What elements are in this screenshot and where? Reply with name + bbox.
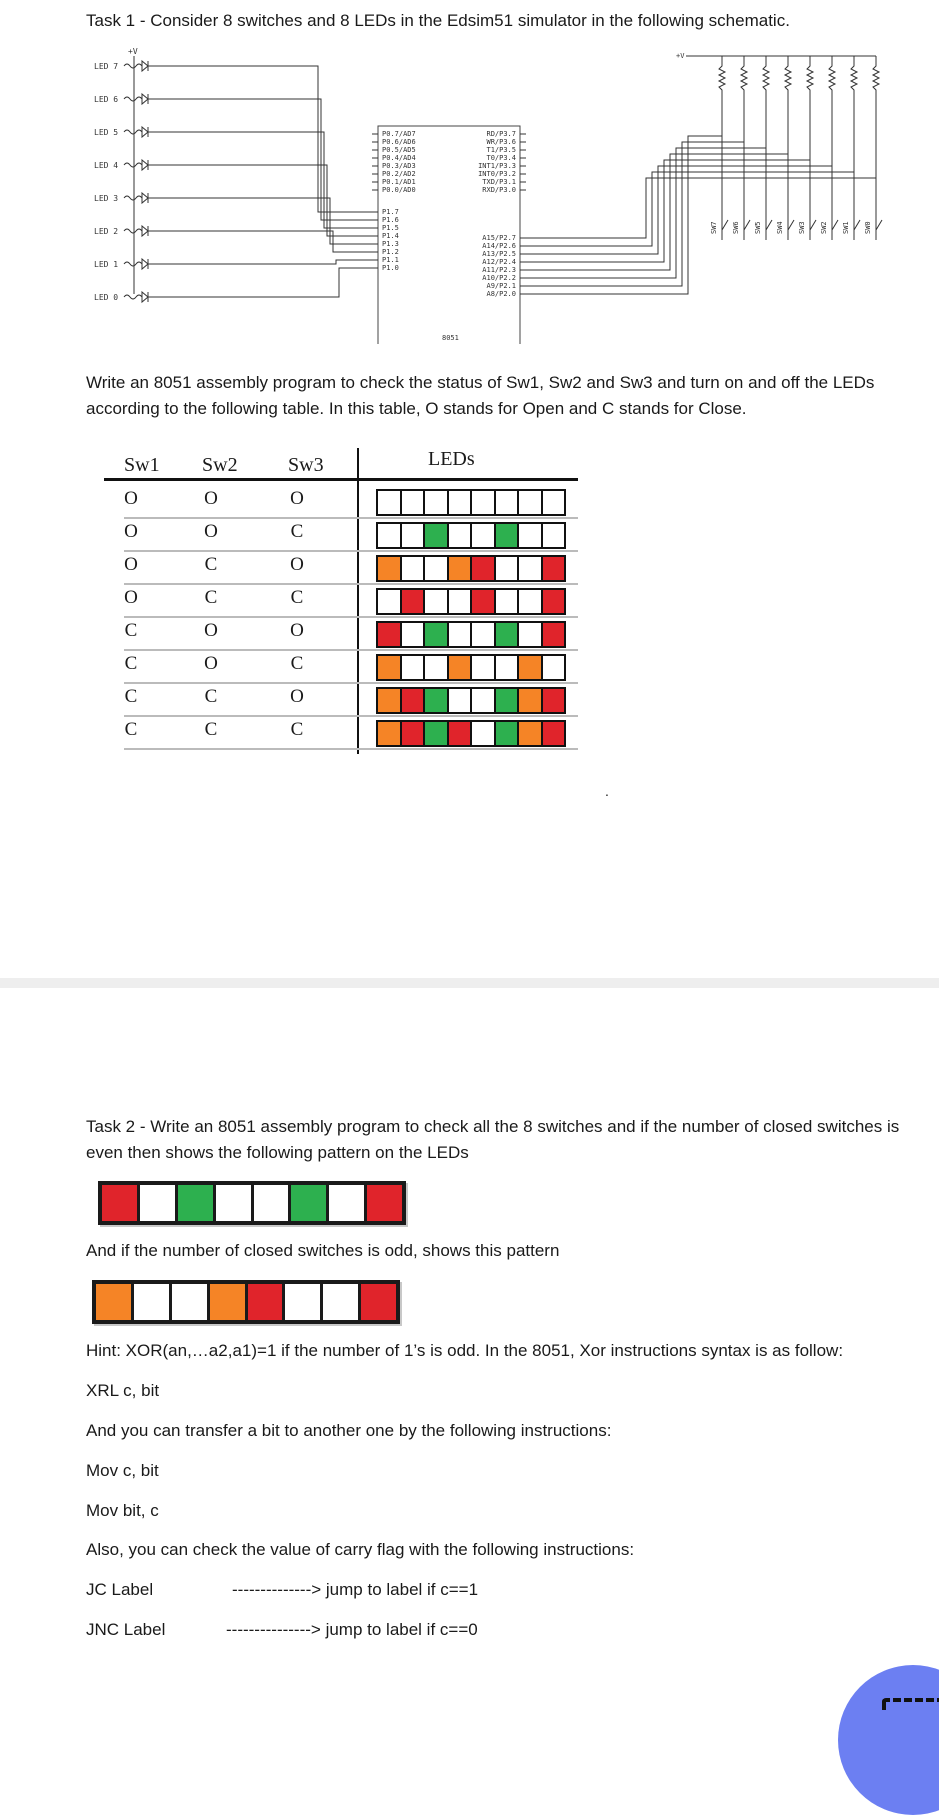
p3-pin-0: RD/P3.7 (486, 130, 516, 138)
led-cell (425, 524, 449, 547)
led-cell (402, 524, 426, 547)
led-cell (425, 590, 449, 613)
led-cell (378, 524, 402, 547)
table-cell: O (290, 554, 304, 575)
led-cell (425, 722, 449, 745)
led-label-2: LED 5 (94, 128, 119, 137)
vcc-label: +V (128, 47, 138, 56)
led-cell (496, 524, 520, 547)
table-cell: O (290, 488, 304, 509)
table-cell: C (204, 686, 218, 707)
led-cell (519, 656, 543, 679)
led-row (376, 654, 566, 681)
led-label-0: LED 7 (94, 62, 119, 71)
led-cell (449, 656, 473, 679)
led-cell (178, 1185, 216, 1221)
chip-label: 8051 (442, 334, 459, 342)
p0-pin-2: P0.5/AD5 (382, 146, 416, 154)
led-cell (449, 491, 473, 514)
carry-intro: Also, you can check the value of carry flag with the following instructions: (86, 1540, 635, 1559)
led-cell (329, 1185, 367, 1221)
switch-label-6: SW1 (842, 221, 850, 234)
led-cell (378, 722, 402, 745)
led-cell (248, 1284, 286, 1320)
p1-pin-6: P1.1 (382, 256, 399, 264)
switch-resistor-4 (807, 56, 813, 240)
led-diode-2 (142, 127, 148, 137)
led-cell (543, 557, 565, 580)
jnc-description: ---------------> jump to label if c==0 (226, 1620, 478, 1639)
led-label-4: LED 3 (94, 194, 119, 203)
led-cell (543, 590, 565, 613)
led-cell (134, 1284, 172, 1320)
switch-vcc-label: +V (676, 52, 685, 60)
p2-pin-3: A12/P2.4 (482, 258, 516, 266)
led-cell (425, 557, 449, 580)
table-cell: O (204, 620, 218, 641)
p0-pin-6: P0.1/AD1 (382, 178, 416, 186)
table-cell: O (204, 521, 218, 542)
switch-contact-2 (766, 220, 772, 230)
page-gap (0, 978, 939, 988)
table-cell: C (204, 587, 218, 608)
led-cell (543, 689, 565, 712)
switch-resistor-6 (851, 56, 857, 240)
table-cell: O (290, 686, 304, 707)
p2-pin-0: A15/P2.7 (482, 234, 516, 242)
mov-c-bit: Mov c, bit (86, 1461, 159, 1480)
led-cell (102, 1185, 140, 1221)
hint-text: Hint: XOR(an,…a2,a1)=1 if the number of 1’s is odd. In the 8051, Xor instructions syntax is as follow: (86, 1341, 844, 1360)
odd-led-pattern (92, 1280, 400, 1324)
table-cell: C (124, 653, 138, 674)
switch-resistor-7 (873, 56, 879, 240)
p2-wire-6 (520, 142, 744, 286)
led-cell (210, 1284, 248, 1320)
led-cell (402, 557, 426, 580)
table-cell: C (124, 686, 138, 707)
table-cell: O (124, 488, 138, 509)
led-cell (378, 557, 402, 580)
led-wire-7 (148, 268, 378, 297)
led-cell (96, 1284, 134, 1320)
led-diode-0 (142, 61, 148, 71)
table-cell: C (290, 653, 304, 674)
led-cell (496, 722, 520, 745)
code-icon (882, 1698, 939, 1710)
led-cell (378, 689, 402, 712)
switch-contact-7 (876, 220, 882, 230)
led-cell (254, 1185, 292, 1221)
led-cell (496, 689, 520, 712)
led-cell (472, 722, 496, 745)
switch-label-5: SW2 (820, 221, 828, 234)
p1-pin-1: P1.6 (382, 216, 399, 224)
row-rule (124, 517, 578, 519)
led-row (376, 522, 566, 549)
p0-pin-0: P0.7/AD7 (382, 130, 416, 138)
p2-pin-2: A13/P2.5 (482, 250, 516, 258)
led-cell (140, 1185, 178, 1221)
led-cell (378, 491, 402, 514)
led-cell (496, 656, 520, 679)
led-diode-7 (142, 292, 148, 302)
switch-resistor-5 (829, 56, 835, 240)
led-cell (291, 1185, 329, 1221)
task2-heading: Task 2 - Write an 8051 assembly program to check all the 8 switches and if the number of closed switches is even then shows the following pattern on the LEDs (86, 1117, 900, 1162)
led-cell (425, 491, 449, 514)
led-cell (323, 1284, 361, 1320)
led-cell (378, 623, 402, 646)
p2-pin-4: A11/P2.3 (482, 266, 516, 274)
switch-label-2: SW5 (754, 221, 762, 234)
led-diode-5 (142, 226, 148, 236)
led-diode-3 (142, 160, 148, 170)
row-rule (124, 583, 578, 585)
p3-pin-1: WR/P3.6 (486, 138, 516, 146)
switch-contact-3 (788, 220, 794, 230)
led-cell (519, 722, 543, 745)
p0-pin-3: P0.4/AD4 (382, 154, 416, 162)
led-cell (402, 491, 426, 514)
led-cell (472, 590, 496, 613)
header-rule (104, 478, 578, 481)
led-wire-5 (148, 231, 378, 252)
led-wire-2 (148, 132, 378, 228)
led-cell (496, 491, 520, 514)
led-row (376, 489, 566, 516)
led-row (376, 720, 566, 747)
led-label-3: LED 4 (94, 161, 119, 170)
led-cell (402, 689, 426, 712)
led-cell (425, 656, 449, 679)
led-cell (402, 722, 426, 745)
led-cell (519, 491, 543, 514)
led-row (376, 687, 566, 714)
switch-contact-5 (832, 220, 838, 230)
led-cell (449, 722, 473, 745)
led-cell (449, 557, 473, 580)
table-cell: C (124, 719, 138, 740)
p2-pin-1: A14/P2.6 (482, 242, 516, 250)
p1-pin-0: P1.7 (382, 208, 399, 216)
led-cell (378, 590, 402, 613)
led-cell (472, 524, 496, 547)
mov-bit-c: Mov bit, c (86, 1501, 159, 1520)
led-label-1: LED 6 (94, 95, 119, 104)
led-row (376, 621, 566, 648)
led-cell (519, 689, 543, 712)
switch-label-4: SW3 (798, 221, 806, 234)
p3-pin-2: T1/P3.5 (486, 146, 516, 154)
led-cell (449, 524, 473, 547)
table-cell: O (124, 587, 138, 608)
p0-pin-4: P0.3/AD3 (382, 162, 416, 170)
document-page-2 (0, 988, 939, 1724)
stray-mark: . (605, 783, 609, 799)
led-cell (519, 623, 543, 646)
led-cell (519, 590, 543, 613)
p1-pin-3: P1.4 (382, 232, 399, 240)
led-wire-6 (148, 260, 378, 264)
led-diode-6 (142, 259, 148, 269)
led-label-7: LED 0 (94, 293, 119, 302)
switch-contact-4 (810, 220, 816, 230)
header-sw1: Sw1 (124, 454, 160, 476)
led-label-5: LED 2 (94, 227, 119, 236)
even-led-pattern (98, 1181, 406, 1225)
task1-instruction: Write an 8051 assembly program to check the status of Sw1, Sw2 and Sw3 and turn on and off the LEDs according to the following table. In this table, O stands for Open and C stands for Close. (86, 373, 875, 418)
transfer-intro: And you can transfer a bit to another one by the following instructions: (86, 1421, 612, 1440)
table-cell: C (204, 554, 218, 575)
p3-pin-5: INT0/P3.2 (478, 170, 516, 178)
row-rule (124, 550, 578, 552)
led-cell (285, 1284, 323, 1320)
task1-heading: Task 1 - Consider 8 switches and 8 LEDs in the Edsim51 simulator in the following schematic. (86, 11, 790, 30)
row-rule (124, 649, 578, 651)
p2-wire-5 (520, 148, 766, 278)
led-cell (472, 689, 496, 712)
led-diode-4 (142, 193, 148, 203)
p1-pin-7: P1.0 (382, 264, 399, 272)
led-cell (425, 623, 449, 646)
p1-pin-5: P1.2 (382, 248, 399, 256)
led-cell (402, 623, 426, 646)
table-cell: C (204, 719, 218, 740)
led-cell (367, 1185, 402, 1221)
jc-label: JC Label (86, 1580, 154, 1599)
p1-pin-2: P1.5 (382, 224, 399, 232)
row-rule (124, 748, 578, 750)
p3-pin-7: RXD/P3.0 (482, 186, 516, 194)
led-cell (472, 623, 496, 646)
table-cell: O (204, 653, 218, 674)
truth-table (104, 448, 584, 758)
led-diode-1 (142, 94, 148, 104)
led-cell (425, 689, 449, 712)
table-cell: C (290, 587, 304, 608)
p3-pin-3: T0/P3.4 (486, 154, 516, 162)
led-cell (402, 656, 426, 679)
led-cell (449, 689, 473, 712)
led-cell (378, 656, 402, 679)
switch-contact-0 (722, 220, 728, 230)
led-cell (519, 557, 543, 580)
led-cell (361, 1284, 396, 1320)
header-leds: LEDs (428, 448, 475, 470)
led-cell (543, 491, 565, 514)
header-sw3: Sw3 (288, 454, 324, 476)
led-row (376, 555, 566, 582)
jc-description: --------------> jump to label if c==1 (232, 1580, 479, 1599)
p2-wire-4 (520, 154, 788, 270)
led-wire-1 (148, 99, 378, 220)
led-wire-0 (148, 66, 378, 212)
row-rule (124, 715, 578, 717)
table-cell: C (290, 521, 304, 542)
xrl-syntax: XRL c, bit (86, 1381, 160, 1400)
switch-resistor-3 (785, 56, 791, 240)
column-divider (357, 448, 359, 754)
p2-pin-7: A8/P2.0 (486, 290, 516, 298)
header-sw2: Sw2 (202, 454, 238, 476)
led-cell (543, 722, 565, 745)
switch-label-1: SW6 (732, 221, 740, 234)
row-rule (124, 682, 578, 684)
switch-contact-1 (744, 220, 750, 230)
p3-pin-4: INT1/P3.3 (478, 162, 516, 170)
led-cell (472, 557, 496, 580)
p2-pin-6: A9/P2.1 (486, 282, 516, 290)
led-cell (449, 623, 473, 646)
p0-pin-5: P0.2/AD2 (382, 170, 416, 178)
led-cell (472, 656, 496, 679)
led-cell (472, 491, 496, 514)
led-cell (172, 1284, 210, 1320)
led-wire-3 (148, 165, 378, 236)
p1-pin-4: P1.3 (382, 240, 399, 248)
switch-label-3: SW4 (776, 221, 784, 234)
switch-label-0: SW7 (710, 221, 718, 234)
row-rule (124, 616, 578, 618)
led-cell (519, 524, 543, 547)
led-cell (543, 656, 565, 679)
schematic-diagram (86, 44, 916, 344)
odd-intro: And if the number of closed switches is odd, shows this pattern (86, 1241, 560, 1260)
table-cell: O (290, 620, 304, 641)
p3-pin-6: TXD/P3.1 (482, 178, 516, 186)
table-cell: O (124, 521, 138, 542)
table-cell: O (204, 488, 218, 509)
p0-pin-1: P0.6/AD6 (382, 138, 416, 146)
led-cell (543, 524, 565, 547)
p0-pin-7: P0.0/AD0 (382, 186, 416, 194)
switch-label-7: SW0 (864, 221, 872, 234)
led-cell (496, 590, 520, 613)
table-cell: O (124, 554, 138, 575)
jnc-label: JNC Label (86, 1620, 166, 1639)
led-cell (449, 590, 473, 613)
led-row (376, 588, 566, 615)
table-cell: C (290, 719, 304, 740)
led-cell (543, 623, 565, 646)
led-label-6: LED 1 (94, 260, 119, 269)
led-wire-4 (148, 198, 378, 244)
switch-contact-6 (854, 220, 860, 230)
led-cell (216, 1185, 254, 1221)
table-cell: C (124, 620, 138, 641)
led-cell (496, 557, 520, 580)
led-cell (402, 590, 426, 613)
led-cell (496, 623, 520, 646)
p2-pin-5: A10/P2.2 (482, 274, 516, 282)
